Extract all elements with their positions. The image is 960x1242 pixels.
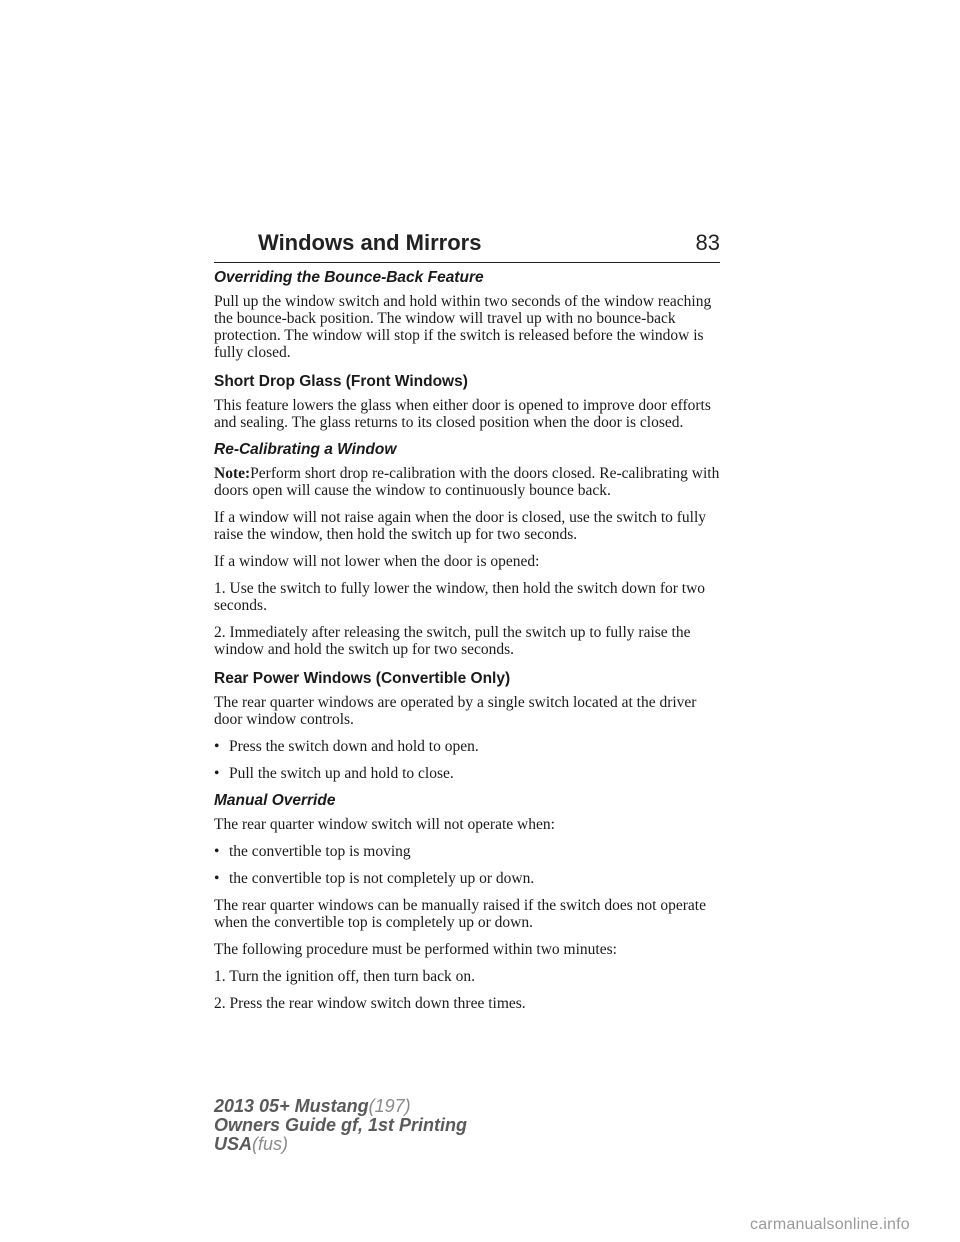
heading-overriding-bounce-back: Overriding the Bounce-Back Feature	[214, 269, 484, 286]
note-text: Perform short drop re-calibration with the doors closed. Re-calibrating with doors open will cause the window to continuously bounce back.	[214, 465, 720, 499]
paragraph: The rear quarter window switch will not operate when:	[214, 816, 555, 833]
step-item: 1. Turn the ignition off, then turn back on.	[214, 968, 476, 985]
bullet-item	[214, 843, 720, 860]
bullet-text: the convertible top is moving	[229, 843, 411, 860]
step-item: 1. Use the switch to fully lower the window, then hold the switch down for two seconds.	[214, 580, 706, 614]
footer-model: 2013 05+ Mustang	[214, 1096, 369, 1116]
heading-rear-power-windows: Rear Power Windows (Convertible Only)	[214, 670, 511, 687]
paragraph: Pull up the window switch and hold within two seconds of the window reaching the bounce-back position. The window will travel up with no bounce-back protection. The window will stop if the switch is released before the window is fully closed.	[214, 293, 712, 361]
paragraph: If a window will not lower when the door is opened:	[214, 553, 540, 570]
heading-recalibrating-window: Re-Calibrating a Window	[214, 441, 397, 458]
bullet-text: the convertible top is not completely up or down.	[229, 870, 535, 887]
bullet-icon: •	[214, 843, 220, 860]
bullet-text: Press the switch down and hold to open.	[229, 738, 479, 755]
step-item: 2. Press the rear window switch down three times.	[214, 995, 526, 1012]
paragraph: The rear quarter windows can be manually raised if the switch does not operate when the convertible top is completely up or down.	[214, 897, 706, 931]
bullet-icon: •	[214, 738, 220, 755]
bullet-item	[214, 738, 720, 755]
heading-short-drop-glass: Short Drop Glass (Front Windows)	[214, 373, 468, 390]
footer-market-code: (fus)	[252, 1134, 289, 1154]
page-content	[214, 269, 720, 1022]
footer-page-code: (197)	[368, 1096, 411, 1116]
footer-guide: Owners Guide gf, 1st Printing	[214, 1115, 468, 1135]
note-paragraph	[214, 465, 720, 499]
section-title: Windows and Mirrors	[258, 230, 482, 255]
bullet-item	[214, 765, 720, 782]
paragraph: This feature lowers the glass when either door is opened to improve door efforts and sealing. The glass returns to its closed position when the door is closed.	[214, 397, 711, 431]
page-number: 83	[695, 230, 720, 255]
print-footer	[214, 1097, 467, 1154]
note-label: Note:	[214, 465, 251, 482]
heading-manual-override: Manual Override	[214, 792, 336, 809]
paragraph: The following procedure must be performed within two minutes:	[214, 941, 617, 958]
footer-market: USA	[214, 1134, 253, 1154]
bullet-text: Pull the switch up and hold to close.	[229, 765, 454, 782]
bullet-icon: •	[214, 765, 220, 782]
step-item: 2. Immediately after releasing the switch, pull the switch up to fully raise the window and hold the switch up for two seconds.	[214, 624, 691, 658]
bullet-icon: •	[214, 870, 220, 887]
page-header	[214, 226, 720, 263]
paragraph: If a window will not raise again when the door is closed, use the switch to fully raise the window, then hold the switch up for two seconds.	[214, 509, 707, 543]
watermark: carmanualsonline.info	[750, 1216, 910, 1233]
bullet-item	[214, 870, 720, 887]
paragraph: The rear quarter windows are operated by a single switch located at the driver door window controls.	[214, 694, 697, 728]
